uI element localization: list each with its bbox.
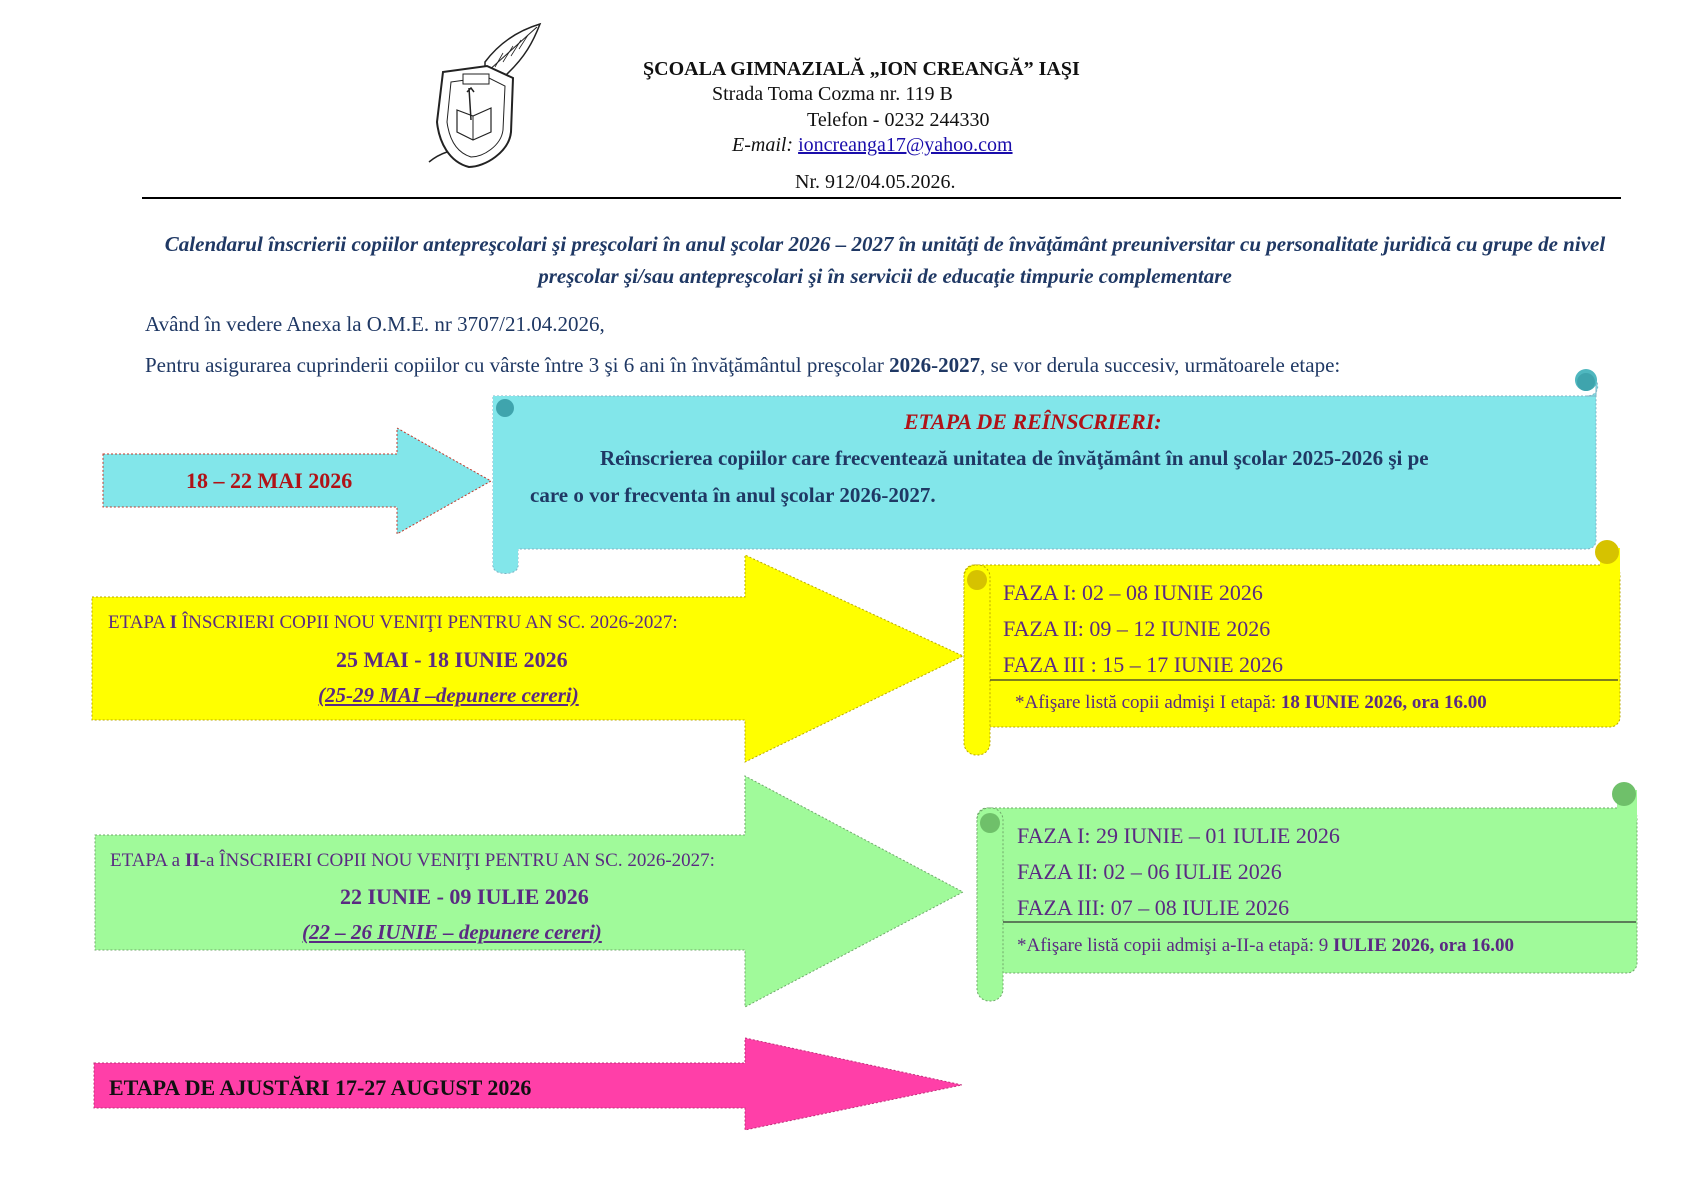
- ajustari-label: ETAPA DE AJUSTĂRI 17-27 AUGUST 2026: [109, 1075, 532, 1100]
- etapa1-note-date: 18 IUNIE 2026, ora 16.00: [1280, 692, 1487, 713]
- etapa1-scroll: [964, 540, 1620, 755]
- etapa2-label-prefix: ETAPA a: [110, 850, 185, 871]
- email-label: E-mail:: [732, 134, 794, 156]
- etapa1-note-prefix: *Afişare listă copii admişi I etapă:: [1015, 692, 1281, 713]
- etapa1-period: 25 MAI - 18 IUNIE 2026: [336, 647, 568, 672]
- reinscrieri-period: 18 – 22 MAI 2026: [186, 468, 353, 493]
- etapa1-faza-1: FAZA I: 02 – 08 IUNIE 2026: [1003, 580, 1263, 605]
- etapa1-faza-2: FAZA II: 09 – 12 IUNIE 2026: [1003, 616, 1271, 641]
- etapa2-faza-1: FAZA I: 29 IUNIE – 01 IULIE 2026: [1017, 823, 1340, 848]
- etapa2-label: [110, 850, 715, 872]
- etapa1-label: [108, 612, 678, 634]
- school-name: ŞCOALA GIMNAZIALĂ „ION CREANGĂ” IAŞI: [643, 58, 1080, 80]
- etapa2-period: 22 IUNIE - 09 IULIE 2026: [340, 884, 589, 909]
- school-address: Strada Toma Cozma nr. 119 B: [712, 83, 953, 105]
- etapa2-scroll: [977, 782, 1637, 1001]
- reinscrieri-title: ETAPA DE REÎNSCRIERI:: [904, 409, 1162, 434]
- reinscrieri-line-1: Reînscrierea copiilor care frecventează unitatea de învăţământ în anul şcolar 2025-2026 şi pe: [600, 446, 1429, 470]
- etapa2-label-number: II: [184, 850, 200, 871]
- etapa2-faza-2: FAZA II: 02 – 06 IULIE 2026: [1017, 859, 1282, 884]
- etapa2-label-suffix: -a ÎNSCRIERI COPII NOU VENIŢI PENTRU AN SC. 2026-2027:: [199, 850, 715, 871]
- calendar-title: Calendarul înscrierii copiilor antepreşcolari şi preşcolari în anul şcolar 2026 – 2027 în unităţi de învăţământ preuniversitar cu personalitate juridică cu grupe de nivel preşcolar şi/sau antepreşcolari şi în servicii de educaţie timpurie complementare: [164, 232, 1606, 288]
- etapa1-faza-3: FAZA III : 15 – 17 IUNIE 2026: [1003, 652, 1284, 677]
- reinscrieri-scroll: [493, 369, 1598, 574]
- etapa1-label-prefix: ETAPA: [108, 612, 170, 633]
- intro-line-2-suffix: , se vor derula succesiv, următoarele etape:: [980, 353, 1341, 377]
- intro-line-1: Având în vedere Anexa la O.M.E. nr 3707/21.04.2026,: [145, 312, 605, 336]
- intro-school-year: 2026-2027: [889, 353, 981, 377]
- etapa2-note-prefix: *Afişare listă copii admişi a-II-a etapă: 9: [1017, 935, 1334, 956]
- etapa1-label-number: I: [169, 612, 178, 633]
- etapa1-label-suffix: ÎNSCRIERI COPII NOU VENIŢI PENTRU AN SC. 2026-2027:: [177, 612, 678, 633]
- intro-line-2-prefix: Pentru asigurarea cuprinderii copiilor cu vârste între 3 şi 6 ani în învăţământul preşcolar: [145, 353, 890, 377]
- school-phone: Telefon - 0232 244330: [807, 109, 990, 131]
- etapa2-requests: (22 – 26 IUNIE – depunere cereri): [302, 920, 602, 944]
- etapa2-note-date: IULIE 2026, ora 16.00: [1333, 935, 1515, 956]
- etapa2-faza-3: FAZA III: 07 – 08 IULIE 2026: [1017, 895, 1290, 920]
- etapa2-note: [1017, 935, 1514, 957]
- document-number: Nr. 912/04.05.2026.: [795, 171, 956, 193]
- email-link[interactable]: ioncreanga17@yahoo.com: [798, 134, 1013, 156]
- etapa1-requests: (25-29 MAI –depunere cereri): [318, 683, 579, 707]
- etapa1-note: [1015, 692, 1487, 714]
- reinscrieri-line-2: care o vor frecventa în anul şcolar 2026-2027.: [530, 483, 936, 507]
